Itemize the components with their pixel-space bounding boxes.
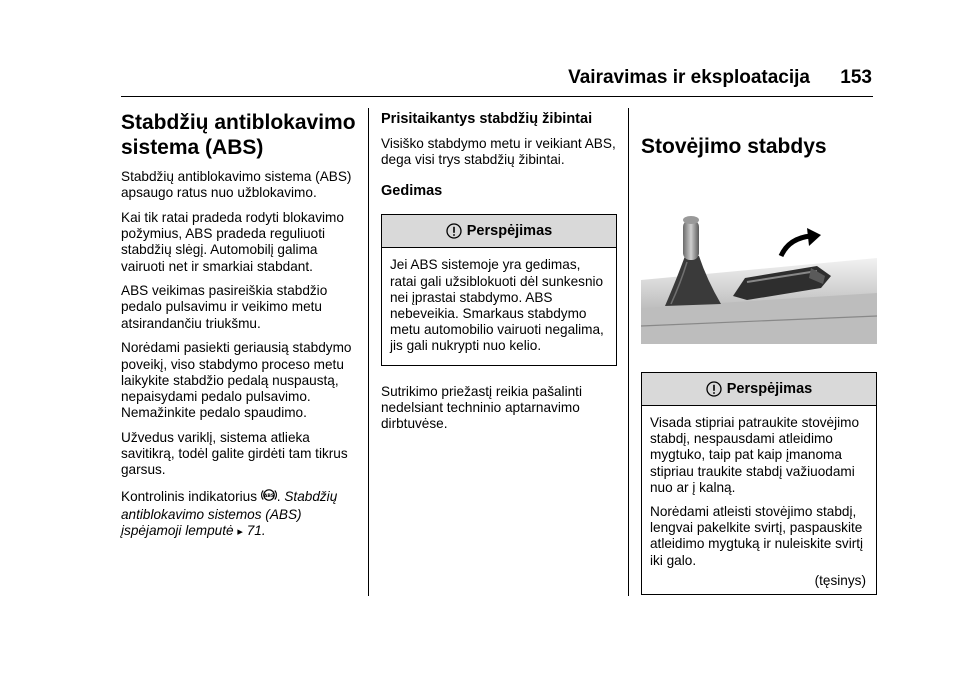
abs-paragraph: ABS veikimas pasireiškia stabdžio pedalo pulsavimu ir veikimo metu atsirandančiu triukšmu. — [121, 283, 328, 331]
svg-text:ABS: ABS — [263, 493, 274, 499]
warning-title: Perspėjimas — [726, 381, 813, 397]
column-divider — [628, 108, 629, 596]
warning-title: Perspėjimas — [466, 223, 553, 240]
warning-icon — [446, 223, 462, 239]
section-title: Vairavimas ir eksploatacija — [568, 67, 810, 88]
warning-icon — [706, 381, 722, 397]
parking-brake-illustration — [641, 208, 877, 344]
warning-text: Norėdami atleisti stovėjimo stabdį, lengvai pakelkite svirtį, paspauskite atleidimo mygtuką ir nuleiskite svirtį iki galo. — [650, 504, 864, 568]
abs-heading: Stabdžių antiblokavimo sistema (ABS) — [121, 111, 356, 159]
column-divider — [368, 108, 369, 596]
page-reference-arrow-icon: ▸ — [237, 526, 243, 539]
indicator-page-ref[interactable]: 71 — [246, 523, 262, 539]
brake-lights-heading: Prisitaikantys stabdžių žibintai — [381, 111, 593, 127]
abs-warning-box — [381, 214, 617, 365]
brake-lights-paragraph: Visiško stabdymo metu ir veikiant ABS, dega visi trys stabdžių žibintai. — [381, 136, 616, 168]
column-parking-brake — [641, 108, 877, 595]
failure-paragraph: Sutrikimo priežastį reikia pašalinti nedelsiant techninio aptarnavimo dirbtuvėse. — [381, 383, 582, 432]
abs-paragraph: Stabdžių antiblokavimo sistema (ABS) apsaugo ratus nuo užblokavimo. — [121, 169, 352, 201]
header-rule — [121, 96, 873, 97]
warning-header — [642, 373, 876, 406]
abs-paragraph: Užvedus variklį, sistema atlieka savitikrą, todėl galite girdėti tam tikrus garsus. — [121, 429, 348, 478]
failure-heading: Gedimas — [381, 183, 443, 200]
page-number: 153 — [840, 67, 872, 88]
continued-label: (tęsinys) — [814, 572, 866, 588]
indicator-link-text[interactable]: Stabdžių antiblokavimo sistemos (ABS) įspėjamoji lemputė — [121, 488, 338, 539]
abs-paragraph: Kai tik ratai pradeda rodyti blokavimo požymius, ABS pradeda reguliuoti stabdžių slėgį. Automobilį galima vairuoti net ir smarkiai stabdant. — [121, 209, 344, 274]
parking-brake-warning-box — [641, 372, 877, 595]
indicator-prefix: Kontrolinis indikatorius — [121, 488, 258, 504]
abs-indicator-reference: Kontrolinis indikatorius ABS . Stabdžių antiblokavimo sistemos (ABS) įspėjamoji lemputė ▸ 71. — [121, 488, 338, 539]
warning-header — [382, 215, 616, 248]
warning-text: Jei ABS sistemoje yra gedimas, ratai gali užsiblokuoti dėl sunkesnio nei įprastai stabdymo. ABS nebeveikia. Smarkaus stabdymo metu automobilio vairuoti negalima, jis gali nukrypti nuo kelio. — [390, 257, 604, 354]
warning-text: Visada stipriai patraukite stovėjimo stabdį, nespausdami atleidimo mygtuko, taip pat kaip įmanoma stipriau traukite stabdį važiuodami nuo ar į kalną. — [650, 415, 860, 495]
column-brake-lights — [381, 108, 617, 440]
parking-brake-heading: Stovėjimo stabdys — [641, 135, 827, 158]
abs-warning-light-icon — [261, 487, 277, 507]
abs-paragraph: Norėdami pasiekti geriausią stabdymo poveikį, viso stabdymo proceso metu laikykite stabdžio pedalą nuspaustą, nepaisydami pedalo pulsavimo. Nemažinkite pedalo spaudimo. — [121, 340, 352, 421]
column-abs — [121, 108, 363, 549]
